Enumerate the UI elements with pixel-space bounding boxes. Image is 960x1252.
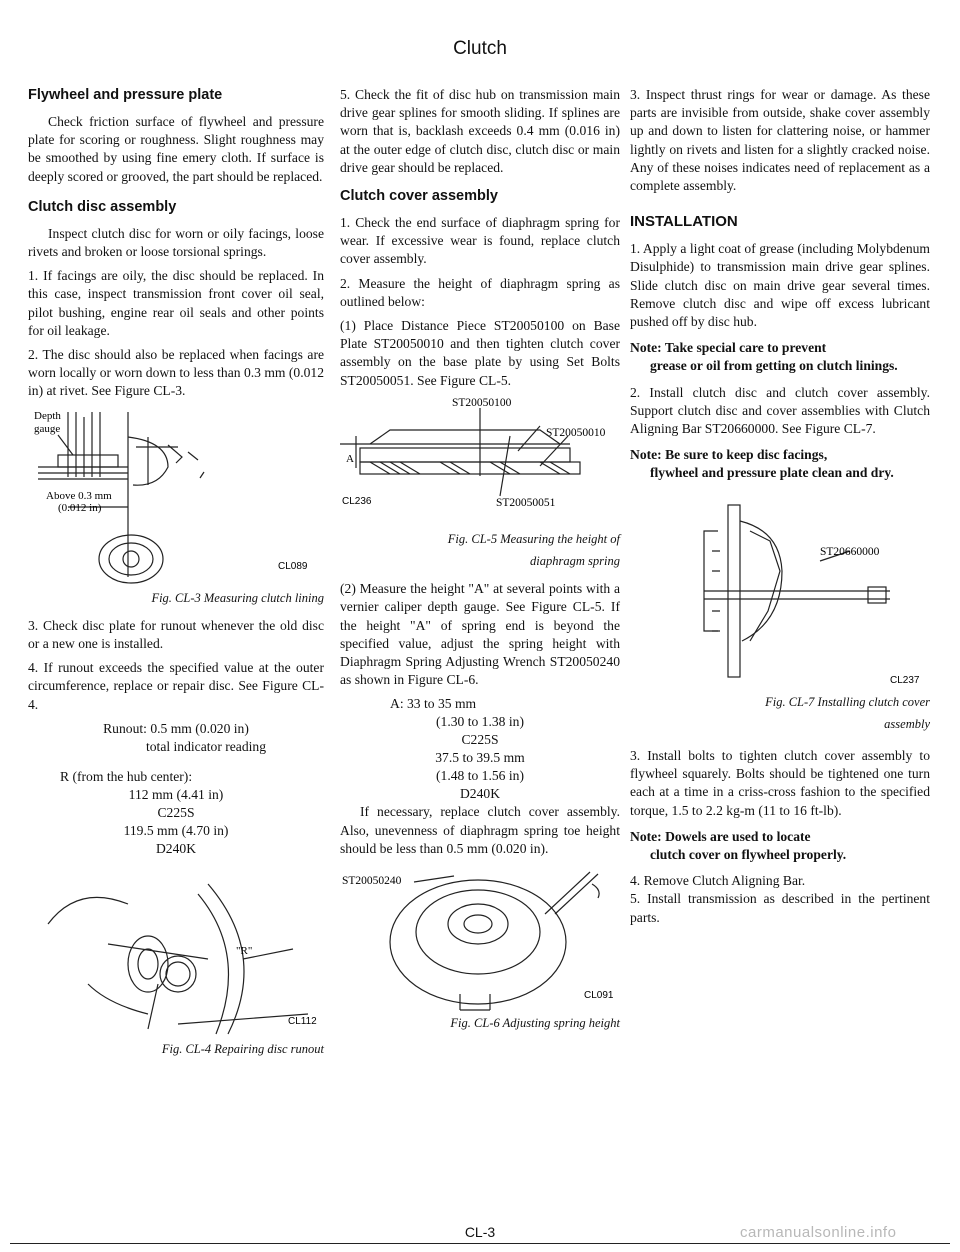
list-item: 3. Inspect thrust rings for wear or damage. As these parts are invisible from outside, shake cover assembly up and down to listen for clattering noise, or hammer lightly on rivets and listen for a slightly cracked noise. Any of these noises indicates need of replacement as a complete assembly. <box>630 87 930 194</box>
note-lead: Note: Take special care to prevent <box>630 340 827 356</box>
note-lead: Note: Be sure to keep disc facings, <box>630 447 828 463</box>
bottom-rule <box>10 1243 950 1244</box>
height-spec: D240K <box>459 786 501 802</box>
figure-code: CL091 <box>584 990 614 1002</box>
height-spec: A: 33 to 35 mm <box>390 696 477 712</box>
paragraph: Check friction surface of flywheel and pressure plate for scoring or roughness. Slight roughness may be smoothed by using fine emery cloth. If surface is deeply scored or grooved, the part should be replaced. <box>28 114 324 184</box>
part-number-label: ST20050100 <box>452 396 512 409</box>
disc-runout-diagram <box>28 864 324 1036</box>
list-item: 1. Apply a light coat of grease (including Molybdenum Disulphide) to transmission main drive gear splines. Slide clutch disc on main drive gear several times. Remove clutch disc and wipe off excess lubricant pushed off by disc hub. <box>630 241 930 330</box>
r-spec: D240K <box>155 841 197 857</box>
aligning-bar-diagram <box>630 491 930 689</box>
figure-code: CL237 <box>890 674 920 686</box>
page-title: Clutch <box>453 38 507 59</box>
r-spec: 119.5 mm (4.70 in) <box>123 823 229 839</box>
list-item: (1) Place Distance Piece ST20050100 on Base Plate ST20050010 and then tighten clutch cover assembly on the base plate by using Set Bolts ST20050051. See Figure CL-5. <box>340 318 620 388</box>
section-title-installation: INSTALLATION <box>630 213 738 231</box>
figure-cl7 <box>630 491 930 689</box>
note <box>630 828 930 864</box>
note <box>630 339 930 375</box>
list-item: 3. Install bolts to tighten clutch cover assembly to flywheel squarely. Bolts should be tightened one turn each at a time in a criss-cross fashion to the specified torque, 1.5 to 2.2 kg-m (11 to 16 ft-lb). <box>630 748 930 818</box>
r-spec: 112 mm (4.41 in) <box>128 787 224 803</box>
list-item: (2) Measure the height "A" at several points with a vernier caliper depth gauge. See Figure CL-5. If the height "A" of spring end is beyond the specified value, adjust the spring height with Diaphragm Spring Adjusting Wrench ST20050240 as shown in Figure CL-6. <box>340 581 620 688</box>
height-spec: 37.5 to 39.5 mm <box>435 750 525 766</box>
watermark[interactable]: carmanualsonline.info <box>740 1224 897 1241</box>
runout-spec: Runout: 0.5 mm (0.020 in) <box>103 720 249 736</box>
figure-caption: Fig. CL-7 Installing clutch cover <box>765 694 930 709</box>
list-item: 2. Measure the height of diaphragm spring as outlined below: <box>340 275 620 309</box>
note-body: clutch cover on flywheel properly. <box>650 847 847 863</box>
depth-label: Depth <box>34 409 61 422</box>
figure-caption: Fig. CL-3 Measuring clutch lining <box>151 590 324 605</box>
list-item: 5. Install transmission as described in the pertinent parts. <box>630 891 930 925</box>
runout-spec-note: total indicator reading <box>145 738 267 754</box>
gauge-label: gauge <box>34 422 61 435</box>
part-number-label: ST20050240 <box>342 875 402 888</box>
figure-cl5 <box>340 396 620 526</box>
figure-caption: Fig. CL-4 Repairing disc runout <box>161 1042 324 1057</box>
part-number-label: ST20050010 <box>546 426 606 439</box>
figure-code: CL236 <box>342 495 372 507</box>
page-number: CL-3 <box>464 1224 496 1240</box>
part-number-label: ST20050051 <box>496 496 556 509</box>
figure-caption: Fig. CL-6 Adjusting spring height <box>450 1016 620 1031</box>
figure-cl4 <box>28 864 324 1036</box>
note-lead: Note: Dowels are used to locate <box>630 828 811 844</box>
column-left <box>28 86 324 1068</box>
spring-height-diagram <box>340 396 620 526</box>
r-spec: R (from the hub center): <box>60 768 193 784</box>
paragraph: If necessary, replace clutch cover assembly. Also, unevenness of diaphragm spring toe height should be less than 0.5 mm (0.020 in). <box>340 804 620 856</box>
list-item: 1. Check the end surface of diaphragm spring for wear. If excessive wear is found, replace clutch cover assembly. <box>340 215 620 267</box>
part-number-label: ST20660000 <box>820 545 880 558</box>
column-middle <box>340 86 620 1042</box>
inch-label: (0.012 in) <box>58 501 102 514</box>
above-label: Above 0.3 mm <box>46 489 112 502</box>
figure-caption: diaphragm spring <box>530 554 620 569</box>
list-item: 4. Remove Clutch Aligning Bar. <box>630 873 806 889</box>
paragraph: Inspect clutch disc for worn or oily facings, loose rivets and broken or loose torsional springs. <box>28 225 324 260</box>
section-title-flywheel: Flywheel and pressure plate <box>28 87 223 103</box>
r-spec: C225S <box>157 805 195 821</box>
list-item: 3. Check disc plate for runout whenever the old disc or a new one is installed. <box>28 617 324 652</box>
figure-cl3 <box>28 407 324 585</box>
figure-caption: Fig. CL-5 Measuring the height of <box>447 531 620 546</box>
spring-adjust-diagram <box>340 864 620 1014</box>
height-spec: C225S <box>461 732 499 748</box>
figure-caption: assembly <box>884 716 930 731</box>
figure-code: CL112 <box>288 1016 317 1028</box>
list-item: 5. Check the fit of disc hub on transmission main drive gear splines for smooth sliding. If splines are worn that is, backlash exceeds 0.4 mm (0.016 in) at the outer edge of clutch disc, clutch disc or main drive gear should be replaced. <box>340 87 620 175</box>
section-title-clutch-disc: Clutch disc assembly <box>28 198 177 215</box>
r-label: "R" <box>236 945 253 958</box>
list-item: 1. If facings are oily, the disc should be replaced. In this case, inspect transmission front cover oil seal, pilot bushing, engine rear oil seals and other points for oil leakage. <box>28 268 324 338</box>
list-item: 4. If runout exceeds the specified value at the outer circumference, replace or repair disc. See Figure CL-4. <box>28 660 324 712</box>
note <box>630 446 930 482</box>
section-title-clutch-cover: Clutch cover assembly <box>340 188 498 205</box>
figure-code: CL089 <box>278 560 308 572</box>
note-body: grease or oil from getting on clutch linings. <box>650 358 898 374</box>
height-spec: (1.48 to 1.56 in) <box>436 768 524 784</box>
list-item: 2. The disc should also be replaced when facings are worn locally or worn down to less than 0.3 mm (0.012 in) at rivet. See Figure CL-3. <box>28 347 325 399</box>
column-right <box>630 86 930 933</box>
height-spec: (1.30 to 1.38 in) <box>436 714 524 730</box>
note-body: flywheel and pressure plate clean and dry. <box>650 465 894 481</box>
height-a-label: A <box>346 452 354 465</box>
list-item: 2. Install clutch disc and clutch cover assembly. Support clutch disc and cover assemblies with Clutch Aligning Bar ST20660000. See Figure CL-7. <box>630 384 930 437</box>
clutch-lining-diagram <box>28 407 324 585</box>
figure-cl6 <box>340 864 620 1014</box>
